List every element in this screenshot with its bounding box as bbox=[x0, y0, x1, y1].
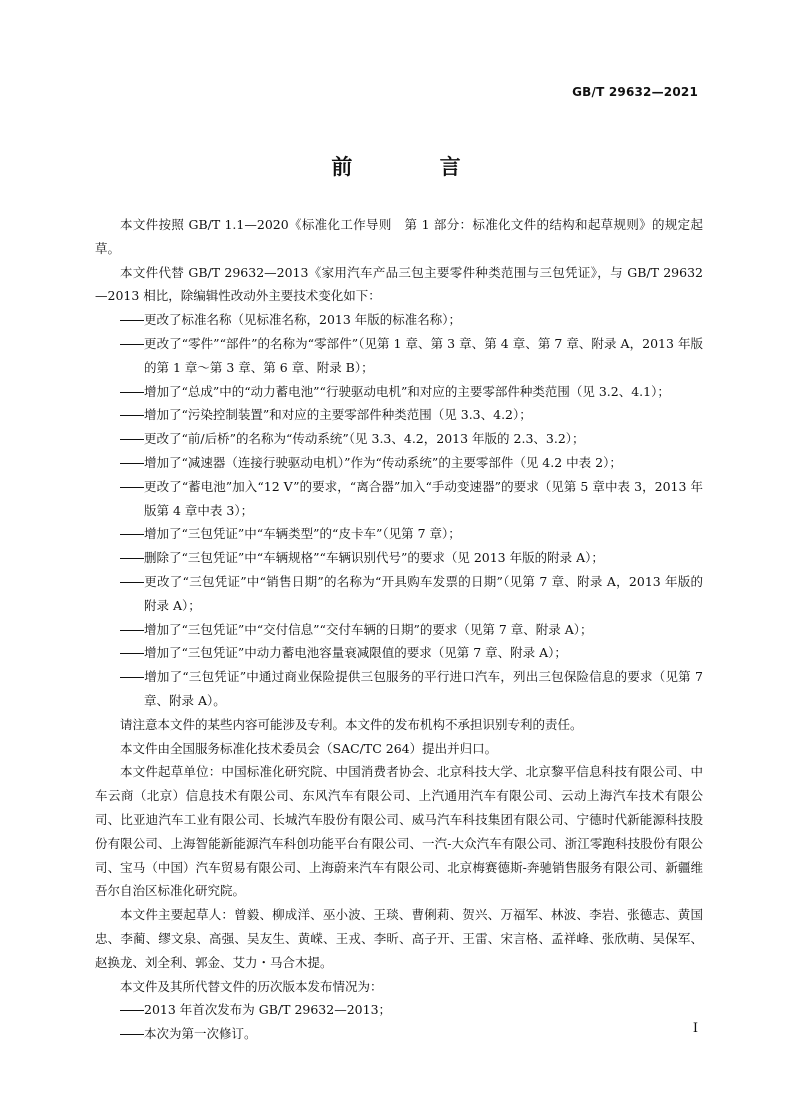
change-item: 增加了“三包凭证”中“车辆类型”的“皮卡车”（见第 7 章）； bbox=[95, 522, 703, 546]
change-item: 增加了“减速器（连接行驶驱动电机）”作为“传动系统”的主要零部件（见 4.2 中表 2）； bbox=[95, 451, 703, 475]
paragraph-version-history: 本文件及其所代替文件的历次版本发布情况为： bbox=[120, 978, 383, 994]
dash-mark bbox=[120, 463, 144, 464]
dash-mark bbox=[120, 344, 144, 345]
dash-mark bbox=[120, 487, 144, 488]
page-number: I bbox=[692, 1021, 698, 1036]
change-item: 更改了标准名称（见标准名称，2013 年版的标准名称）； bbox=[95, 308, 703, 332]
dash-mark bbox=[120, 1034, 144, 1035]
paragraph-replacement: 本文件代替 GB/T 29632—2013《家用汽车产品三包主要零件种类范围与三包凭证》，与 GB/T 29632—2013 相比，除编辑性改动外主要技术变化如下： bbox=[95, 264, 703, 304]
dash-mark bbox=[120, 558, 144, 559]
dash-mark bbox=[120, 534, 144, 535]
dash-mark bbox=[120, 392, 144, 393]
standard-code: GB/T 29632—2021 bbox=[572, 85, 698, 99]
dash-mark bbox=[120, 320, 144, 321]
change-item: 删除了“三包凭证”中“车辆规格”“车辆识别代号”的要求（见 2013 年版的附录 A）； bbox=[95, 546, 703, 570]
paragraph-drafters: 本文件主要起草人：曾毅、柳成洋、巫小波、王琰、曹俐莉、贺兴、万福军、林波、李岩、张德志、黄国忠、李蔺、缪文泉、高强、吴友生、黄嵘、王戎、李昕、高子开、王雷、宋言格、孟祥峰、张欣萌、吴保军、赵换龙、刘全利、郭金、艾力・马合木提。 bbox=[95, 907, 703, 970]
change-item: 增加了“三包凭证”中动力蓄电池容量衰减限值的要求（见第 7 章、附录 A）； bbox=[95, 641, 703, 665]
change-item: 增加了“三包凭证”中“交付信息”“交付车辆的日期”的要求（见第 7 章、附录 A）； bbox=[95, 618, 703, 642]
change-item: 更改了“零件”“部件”的名称为“零部件”（见第 1 章、第 3 章、第 4 章、第 7 章、附录 A，2013 年版的第 1 章～第 3 章、第 6 章、附录 B）； bbox=[95, 332, 703, 380]
dash-mark bbox=[120, 439, 144, 440]
change-item: 增加了“三包凭证”中通过商业保险提供三包服务的平行进口汽车，列出三包保险信息的要求（见第 7 章、附录 A）。 bbox=[95, 665, 703, 713]
dash-mark bbox=[120, 630, 144, 631]
dash-mark bbox=[120, 653, 144, 654]
page-title: 前 言 bbox=[331, 155, 501, 179]
dash-mark bbox=[120, 677, 144, 678]
foreword-body bbox=[95, 213, 703, 1046]
change-item: 更改了“蓄电池”加入“12 V”的要求，“离合器”加入“手动变速器”的要求（见第 5 章中表 3，2013 年版第 4 章中表 3）； bbox=[95, 475, 703, 523]
dash-mark bbox=[120, 415, 144, 416]
dash-mark bbox=[120, 1010, 144, 1011]
paragraph-patent-notice: 请注意本文件的某些内容可能涉及专利。本文件的发布机构不承担识别专利的责任。 bbox=[120, 716, 583, 732]
change-item: 更改了“前/后桥”的名称为“传动系统”（见 3.3、4.2，2013 年版的 2.3、3.2）； bbox=[95, 427, 703, 451]
change-item: 增加了“总成”中的“动力蓄电池”“行驶驱动电机”和对应的主要零部件种类范围（见 3.2、4.1）； bbox=[95, 380, 703, 404]
change-item: 增加了“污染控制装置”和对应的主要零部件种类范围（见 3.3、4.2）； bbox=[95, 403, 703, 427]
history-item: 2013 年首次发布为 GB/T 29632—2013； bbox=[95, 998, 703, 1022]
paragraph-drafting-units: 本文件起草单位：中国标准化研究院、中国消费者协会、北京科技大学、北京黎平信息科技有限公司、中车云商（北京）信息技术有限公司、东风汽车有限公司、上汽通用汽车有限公司、云动上海汽车技术有限公司、比亚迪汽车工业有限公司、长城汽车股份有限公司、威马汽车科技集团有限公司、宁德时代新能源科技股份有限公司、上海智能新能源汽车科创功能平台有限公司、一汽-大众汽车有限公司、浙江零跑科技股份有限公司、宝马（中国）汽车贸易有限公司、上海蔚来汽车有限公司、北京梅赛德斯-奔驰销售服务有限公司、新疆维吾尔自治区标准化研究院。 bbox=[95, 764, 703, 899]
change-item: 更改了“三包凭证”中“销售日期”的名称为“开具购车发票的日期”（见第 7 章、附录 A，2013 年版的附录 A）； bbox=[95, 570, 703, 618]
history-item: 本次为第一次修订。 bbox=[95, 1022, 703, 1046]
dash-mark bbox=[120, 582, 144, 583]
paragraph-drafting-rules: 本文件按照 GB/T 1.1—2020《标准化工作导则 第 1 部分：标准化文件的结构和起草规则》的规定起草。 bbox=[95, 217, 703, 256]
paragraph-proposer: 本文件由全国服务标准化技术委员会（SAC/TC 264）提出并归口。 bbox=[120, 740, 498, 756]
